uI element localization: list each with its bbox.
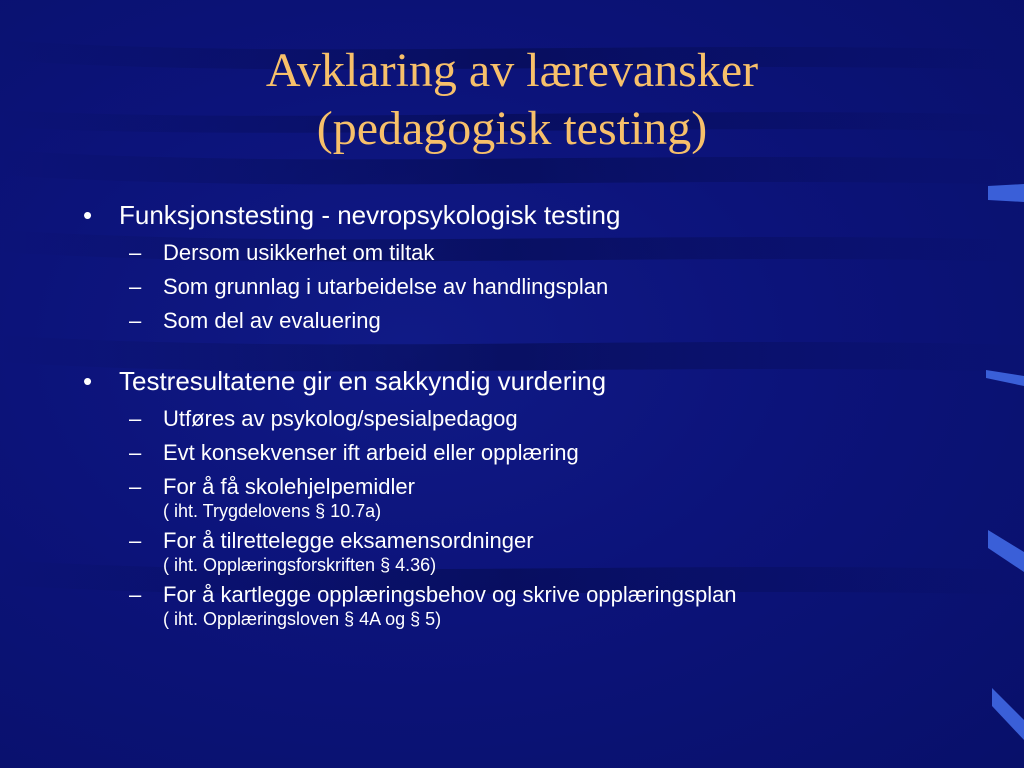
sub-item [83,273,983,301]
sub-text: Utføres av psykolog/spesialpedagog [163,406,518,431]
sub-text: Som grunnlag i utarbeidelse av handlingsplan [163,274,609,299]
sub-note: ( iht. Trygdelovens § 10.7a) [163,501,382,521]
bullet-marker: • [83,200,93,230]
sub-item [83,473,983,521]
sub-item [83,307,983,335]
sub-item [83,405,983,433]
sub-marker: – [129,274,142,299]
bullet-text: Funksjonstesting - nevropsykologisk testing [119,200,621,230]
accent-stripe [988,530,1024,572]
slide-title-line-1: Avklaring av lærevansker [265,44,759,97]
sub-item [83,581,983,629]
slide-body [83,197,983,629]
accent-stripe [988,184,1024,202]
slide-title-line-2: (pedagogisk testing) [316,102,708,155]
sub-marker: – [129,528,142,553]
sub-marker: – [129,406,142,431]
sub-marker: – [129,582,142,607]
bullet-group [83,363,983,629]
sub-text: Evt konsekvenser ift arbeid eller opplæring [163,440,579,465]
sub-list [83,405,983,629]
accent-stripe [992,688,1024,740]
sub-item [83,439,983,467]
sub-marker: – [129,240,142,265]
sub-list [83,239,983,335]
sub-note: ( iht. Opplæringsforskriften § 4.36) [163,555,437,575]
accent-stripe [986,370,1024,386]
bullet-item [83,363,983,399]
sub-text: Dersom usikkerhet om tiltak [163,240,435,265]
sub-marker: – [129,440,142,465]
sub-item [83,527,983,575]
sub-marker: – [129,474,142,499]
sub-text: For å kartlegge opplæringsbehov og skrive opplæringsplan [163,582,737,607]
bullet-group [83,197,983,335]
sub-marker: – [129,308,142,333]
sub-text: Som del av evaluering [163,308,381,333]
sub-text: For å tilrettelegge eksamensordninger [163,528,534,553]
sub-text: For å få skolehjelpemidler [163,474,415,499]
sub-item [83,239,983,267]
bullet-marker: • [83,366,93,396]
slide-title [0,42,1024,158]
sub-note: ( iht. Opplæringsloven § 4A og § 5) [163,609,442,629]
bullet-item [83,197,983,233]
bullet-text: Testresultatene gir en sakkyndig vurdering [119,366,607,396]
